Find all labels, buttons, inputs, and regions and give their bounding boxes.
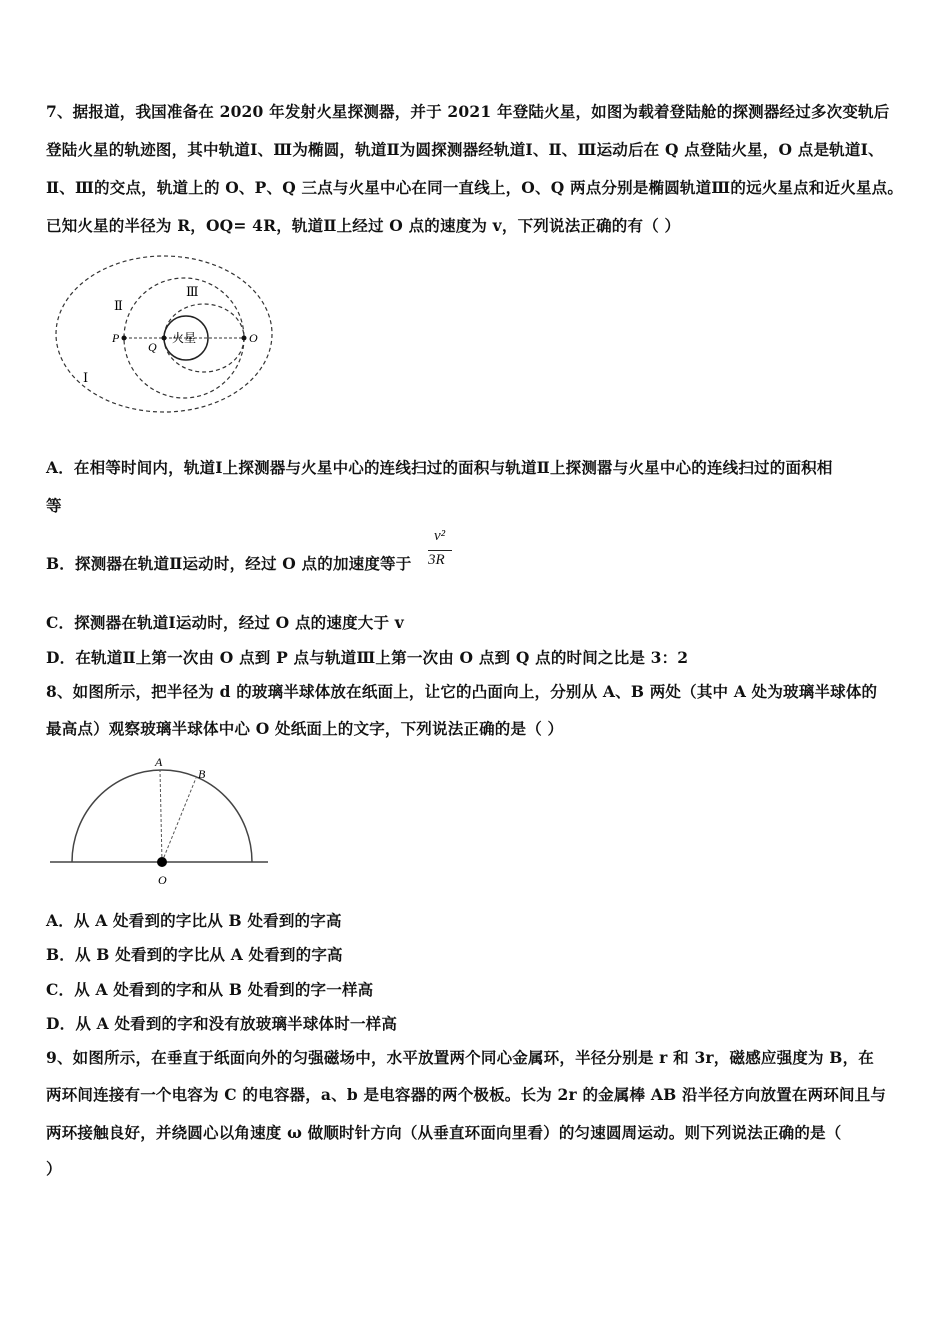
q9-stem-line-4: ） xyxy=(46,1159,62,1178)
fraction-numerator: v² xyxy=(434,528,446,544)
q9-stem-line-3: 两环接触良好，并绕圆心以角速度 ω 做顺时针方向（从垂直环面向里看）的匀速圆周运动。则下列说法正确的是（ xyxy=(46,1123,842,1142)
q8-hemisphere-figure xyxy=(48,752,273,887)
q7-option-b: B．探测器在轨道Ⅱ运动时，经过 O 点的加速度等于 xyxy=(46,554,412,573)
q8-option-c: C．从 A 处看到的字和从 B 处看到的字一样高 xyxy=(46,980,374,999)
hemisphere-arc xyxy=(72,770,252,862)
label-orbit-2: Ⅱ xyxy=(114,298,123,313)
q8-option-d: D．从 A 处看到的字和没有放玻璃半球体时一样高 xyxy=(46,1014,398,1033)
center-point-o xyxy=(157,857,167,867)
label-p: P xyxy=(112,331,120,345)
q7-stem-line-1: 7、据报道，我国准备在 2020 年发射火星探测器，并于 2021 年登陆火星，如图为载着登陆舱的探测器经过多次变轨后 xyxy=(46,102,890,121)
q8-stem-line-2: 最高点）观察玻璃半球体中心 O 处纸面上的文字，下列说法正确的是（ ） xyxy=(46,719,564,738)
fraction-denominator: 3R xyxy=(428,552,445,568)
point-q xyxy=(162,336,167,341)
label-o: O xyxy=(158,873,167,887)
q7-option-d: D．在轨道Ⅱ上第一次由 O 点到 P 点与轨道Ⅲ上第一次由 O 点到 Q 点的时间之比是 3：2 xyxy=(46,648,689,667)
q9-stem-line-1: 9、如图所示，在垂直于纸面向外的匀强磁场中，水平放置两个同心金属环，半径分别是 r 和 3r，磁感应强度为 B，在 xyxy=(46,1048,874,1067)
label-orbit-1: Ⅰ xyxy=(83,370,89,385)
label-b: B xyxy=(198,767,206,781)
q8-option-a: A．从 A 处看到的字比从 B 处看到的字高 xyxy=(46,911,342,930)
q8-stem-line-1: 8、如图所示，把半径为 d 的玻璃半球体放在纸面上，让它的凸面向上，分别从 A、B 两处（其中 A 处为玻璃半球体的 xyxy=(46,682,878,701)
q7-stem-line-3: Ⅱ、Ⅲ的交点，轨道上的 O、P、Q 三点与火星中心在同一直线上，O、Q 两点分别是椭圆轨道Ⅲ的远火星点和近火星点。 xyxy=(46,178,904,197)
label-orbit-3: Ⅲ xyxy=(186,284,199,299)
label-mars: 火星 xyxy=(172,331,197,345)
q7-option-a-line-2: 等 xyxy=(46,496,62,515)
fraction-bar xyxy=(428,550,452,551)
q9-stem-line-2: 两环间连接有一个电容为 C 的电容器，a、b 是电容器的两个极板。长为 2r 的金属棒 AB 沿半径方向放置在两环间且与 xyxy=(46,1085,887,1104)
label-q: Q xyxy=(148,340,157,354)
q7-option-c: C．探测器在轨道Ⅰ运动时，经过 O 点的速度大于 v xyxy=(46,613,404,632)
q7-stem-line-4: 已知火星的半径为 R，OQ= 4R，轨道Ⅱ上经过 O 点的速度为 v，下列说法正确的有（ ） xyxy=(46,216,681,235)
q7-option-a-line-1: A．在相等时间内，轨道Ⅰ上探测器与火星中心的连线扫过的面积与轨道Ⅱ上探测嚣与火星中心的连线扫过的面积相 xyxy=(46,458,833,477)
point-p xyxy=(122,336,127,341)
q8-option-b: B．从 B 处看到的字比从 A 处看到的字高 xyxy=(46,945,343,964)
q7-stem-line-2: 登陆火星的轨迹图，其中轨道Ⅰ、Ⅲ为椭圆，轨道Ⅱ为圆探测器经轨道Ⅰ、Ⅱ、Ⅲ运动后在 Q 点登陆火星，O 点是轨道Ⅰ、 xyxy=(46,140,884,159)
q7-orbit-figure xyxy=(50,250,300,415)
label-o: O xyxy=(249,331,258,345)
line-oa xyxy=(160,770,162,862)
label-a: A xyxy=(155,755,163,769)
line-ob xyxy=(162,778,196,862)
point-o xyxy=(242,336,247,341)
